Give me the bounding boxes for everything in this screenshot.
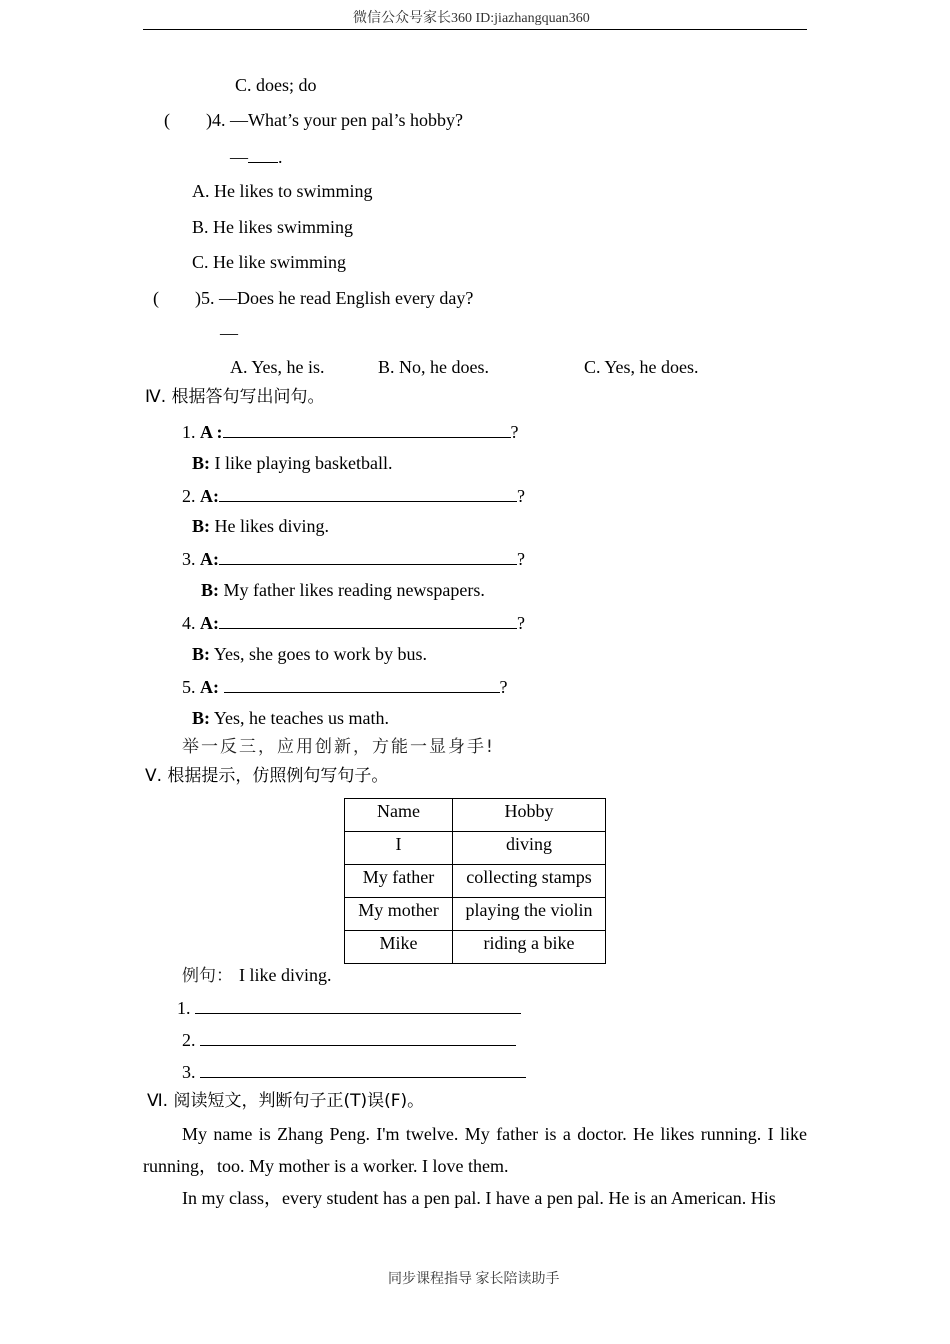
page-footer: 同步课程指导 家长陪读助手 bbox=[388, 1272, 560, 1287]
header-rule bbox=[143, 29, 807, 30]
example-sentence bbox=[182, 966, 332, 985]
s4-item5-end: ? bbox=[499, 677, 508, 697]
s5-line1-num: 1. bbox=[177, 998, 191, 1018]
s5-line1-blank[interactable] bbox=[195, 998, 521, 1014]
s4-item1-num: 1. bbox=[182, 422, 196, 442]
s4-item2-b-label: B: bbox=[192, 516, 210, 536]
q5-option-a: A. Yes, he is. bbox=[230, 357, 325, 377]
s5-line1 bbox=[177, 998, 521, 1017]
s4-item5-b-text: Yes, he teaches us math. bbox=[210, 708, 389, 728]
q4-answer-paren[interactable]: ( ) bbox=[164, 110, 212, 130]
s4-item4-a-label: A: bbox=[200, 613, 219, 633]
s4-item1-end: ? bbox=[510, 422, 519, 442]
table-cell-name: My mother bbox=[345, 898, 453, 931]
table-cell-hobby: diving bbox=[453, 832, 606, 865]
s4-item1-question bbox=[182, 422, 519, 441]
q4-option-c: C. He like swimming bbox=[192, 252, 346, 272]
section4-title: Ⅳ. 根据答句写出问句。 bbox=[145, 387, 325, 407]
s4-item3-end: ? bbox=[517, 549, 525, 569]
table-cell-name: I bbox=[345, 832, 453, 865]
hobby-table bbox=[344, 798, 606, 964]
s4-item5-answer bbox=[192, 709, 389, 727]
table-cell-hobby: playing the violin bbox=[453, 898, 606, 931]
s4-item4-blank[interactable] bbox=[219, 613, 517, 629]
q5-option-c: C. Yes, he does. bbox=[584, 357, 699, 377]
q4-answer-blank[interactable] bbox=[248, 147, 278, 163]
s4-item2-blank[interactable] bbox=[219, 486, 517, 502]
s4-item5-a-label: A: bbox=[200, 677, 219, 697]
q3-option-c: C. does; do bbox=[235, 75, 317, 95]
s4-item5-b-label: B: bbox=[192, 708, 210, 728]
s5-line3-blank[interactable] bbox=[200, 1062, 526, 1078]
s4-item1-b-text: I like playing basketball. bbox=[210, 453, 393, 473]
q4-question: 4. —What’s your pen pal’s hobby? bbox=[212, 110, 463, 130]
section5-title: Ⅴ. 根据提示，仿照例句写句子。 bbox=[145, 766, 389, 786]
s4-item5-num: 5. bbox=[182, 677, 196, 697]
q5-option-b: B. No, he does. bbox=[378, 357, 489, 377]
s4-item3-question bbox=[182, 549, 525, 568]
s4-item2-answer bbox=[192, 517, 329, 535]
s4-item4-b-text: Yes, she goes to work by bus. bbox=[210, 644, 428, 664]
table-cell-hobby: riding a bike bbox=[453, 931, 606, 964]
s4-item5-blank[interactable] bbox=[224, 677, 500, 693]
s4-item4-question bbox=[182, 613, 525, 632]
s5-line2-num: 2. bbox=[182, 1030, 196, 1050]
table-header-name: Name bbox=[345, 799, 453, 832]
table-cell-name: My father bbox=[345, 865, 453, 898]
motto: 举一反三，应用创新，方能一显身手! bbox=[182, 737, 495, 757]
s4-item2-a-label: A: bbox=[200, 486, 219, 506]
q5-answer-paren[interactable]: ( ) bbox=[153, 288, 201, 308]
s4-item2-question bbox=[182, 486, 525, 505]
q4-answer-end: . bbox=[278, 147, 283, 167]
page-header: 微信公众号家长360 ID:jiazhangquan360 bbox=[353, 11, 590, 26]
reading-paragraph-1: My name is Zhang Peng. I'm twelve. My father is a doctor. He likes running. I like running，too. My mother is a worker. I love them. bbox=[143, 1124, 807, 1176]
s4-item3-a-label: A: bbox=[200, 549, 219, 569]
s4-item3-num: 3. bbox=[182, 549, 196, 569]
s5-line2 bbox=[182, 1030, 516, 1049]
q4-option-b: B. He likes swimming bbox=[192, 217, 353, 237]
s4-item1-blank[interactable] bbox=[223, 422, 511, 438]
s4-item2-end: ? bbox=[517, 486, 525, 506]
s4-item4-num: 4. bbox=[182, 613, 196, 633]
s4-item2-b-text: He likes diving. bbox=[210, 516, 329, 536]
table-header-hobby: Hobby bbox=[453, 799, 606, 832]
q4-option-a: A. He likes to swimming bbox=[192, 181, 373, 201]
q4-answer-line bbox=[230, 147, 283, 166]
s4-item3-b-text: My father likes reading newspapers. bbox=[219, 580, 485, 600]
section6-title: Ⅵ. 阅读短文，判断句子正(T)误(F)。 bbox=[147, 1091, 425, 1111]
example-label: 例句： bbox=[182, 966, 233, 986]
q5-question: 5. —Does he read English every day? bbox=[201, 288, 474, 308]
table-row bbox=[345, 898, 606, 931]
s4-item4-end: ? bbox=[517, 613, 525, 633]
q4-answer-dash: — bbox=[230, 147, 248, 167]
s4-item1-a-label: A : bbox=[200, 422, 223, 442]
table-cell-hobby: collecting stamps bbox=[453, 865, 606, 898]
s5-line3-num: 3. bbox=[182, 1062, 196, 1082]
s4-item3-b-label: B: bbox=[201, 580, 219, 600]
s4-item2-num: 2. bbox=[182, 486, 196, 506]
s4-item5-question bbox=[182, 677, 508, 696]
table-cell-name: Mike bbox=[345, 931, 453, 964]
example-text: I like diving. bbox=[239, 965, 332, 985]
reading-paragraph-2: In my class，every student has a pen pal. I have a pen pal. He is an American. His bbox=[182, 1188, 776, 1208]
s4-item3-answer bbox=[201, 581, 485, 599]
s5-line3 bbox=[182, 1062, 526, 1081]
table-row bbox=[345, 832, 606, 865]
table-row bbox=[345, 865, 606, 898]
s4-item4-b-label: B: bbox=[192, 644, 210, 664]
q5-answer-dash: — bbox=[220, 323, 238, 343]
s5-line2-blank[interactable] bbox=[200, 1030, 516, 1046]
table-row bbox=[345, 931, 606, 964]
s4-item4-answer bbox=[192, 645, 427, 663]
s4-item1-answer bbox=[192, 454, 392, 472]
s4-item3-blank[interactable] bbox=[219, 549, 517, 565]
s4-item1-b-label: B: bbox=[192, 453, 210, 473]
table-header-row bbox=[345, 799, 606, 832]
